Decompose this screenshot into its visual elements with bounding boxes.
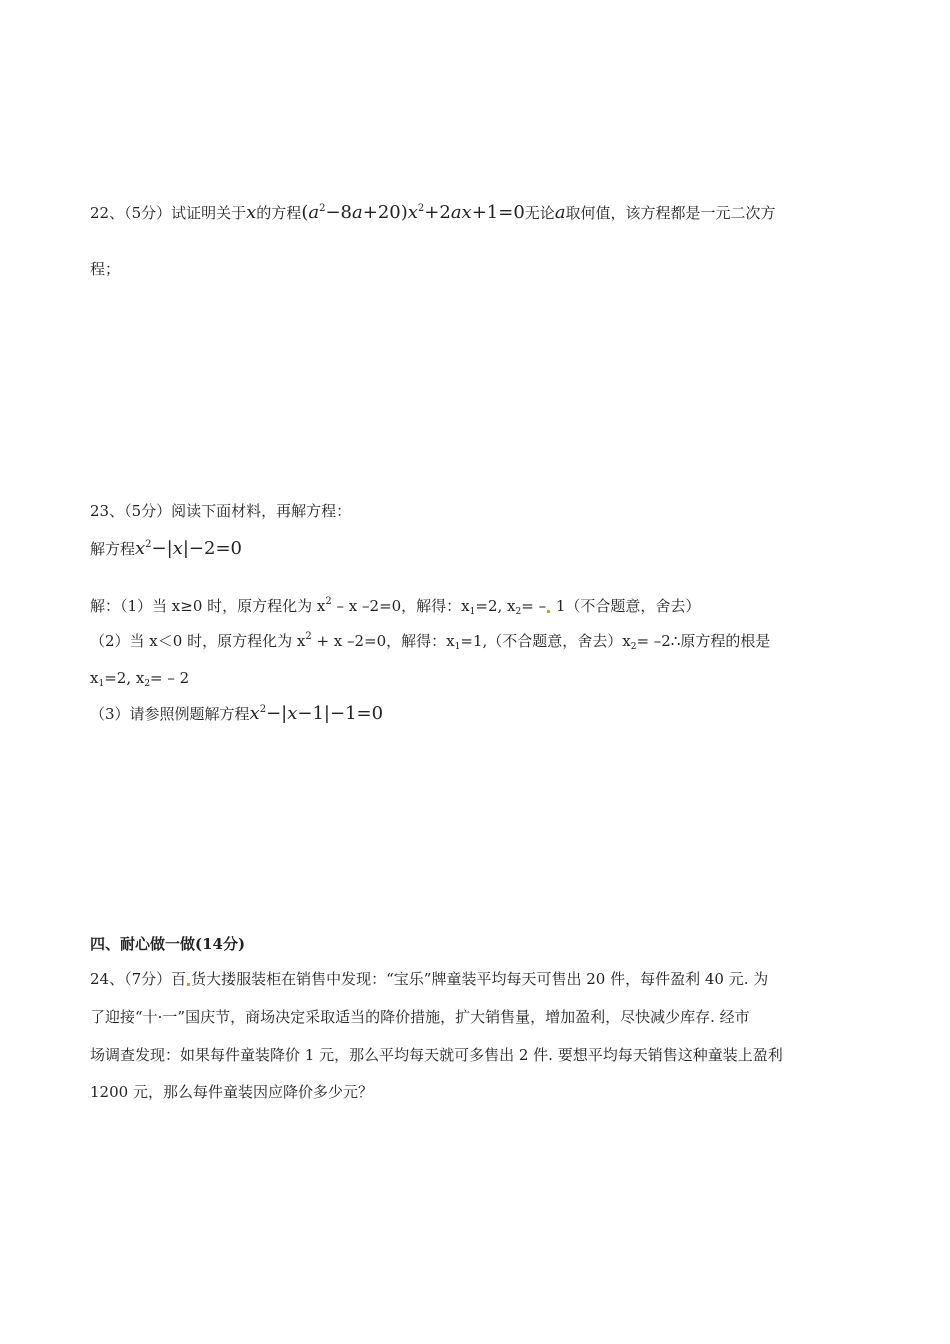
q23-solve-label: 解方程: [90, 540, 136, 558]
q22-equation: $(a^2-8a+20)x^2+2ax+1=0$: [301, 202, 525, 223]
q22-var-a: a: [554, 202, 566, 223]
q22-line-1: [90, 202, 776, 224]
q23-roots: $x_1=2$, $x_2= - 2$: [90, 669, 190, 689]
q24-line-4: 1200 元，那么每件童装因应降价多少元？: [90, 1083, 373, 1101]
q22-tail: 取何值，该方程都是一元二次方: [565, 204, 776, 222]
section-4-heading: 四、耐心做一做(14分): [90, 935, 246, 953]
q22-middle: 的方程: [256, 204, 302, 222]
q22-after: 无论: [524, 204, 555, 222]
q22-line-2: 程；: [90, 260, 121, 278]
q23-equation-1: $x^2-|x|-2=0$: [135, 538, 242, 559]
q23-solve-line: [90, 538, 242, 560]
ink-dot: [547, 610, 550, 613]
q22-var-x: x: [246, 202, 257, 223]
q23-title: 23、（5分）阅读下面材料，再解方程：: [90, 502, 352, 520]
q24-line-3: 场调查发现：如果每件童装降价 1 元，那么平均每天就可多售出 2 件. 要想平均每天销售这种童装上盈利: [90, 1046, 783, 1064]
ink-dot: [187, 983, 190, 986]
q24-line-1: 24、（7分）百 货大搂服装柜在销售中发现：“宝乐”牌童装平均每天可售出 20 件，每件盈利 40 元. 为: [90, 970, 769, 988]
q23-step3-label: （3）请参照例题解方程: [90, 705, 250, 723]
q23-equation-2: $x^2-|x-1|-1=0$: [249, 703, 384, 724]
q23-step-3: [90, 703, 383, 725]
q24-line-2: 了迎接“十·一”国庆节，商场决定采取适当的降价措施，扩大销售量，增加盈利，尽快减少库存. 经市: [90, 1008, 750, 1026]
q22-prefix: 22、（5分）试证明关于: [90, 204, 247, 222]
q23-step-2: （2）当 x＜0 时，原方程化为 $x^2 + x$ –2=0，解得：$x_1=1$,（不合题意，舍去）$x_2=$ –2∴原方程的根是: [90, 631, 771, 652]
q23-step-1: 解：（1）当 x≥0 时，原方程化为 $x^2$ – x –2=0，解得：$x_1=2$, $x_2= - 1$（不合题意，舍去）: [90, 596, 701, 617]
